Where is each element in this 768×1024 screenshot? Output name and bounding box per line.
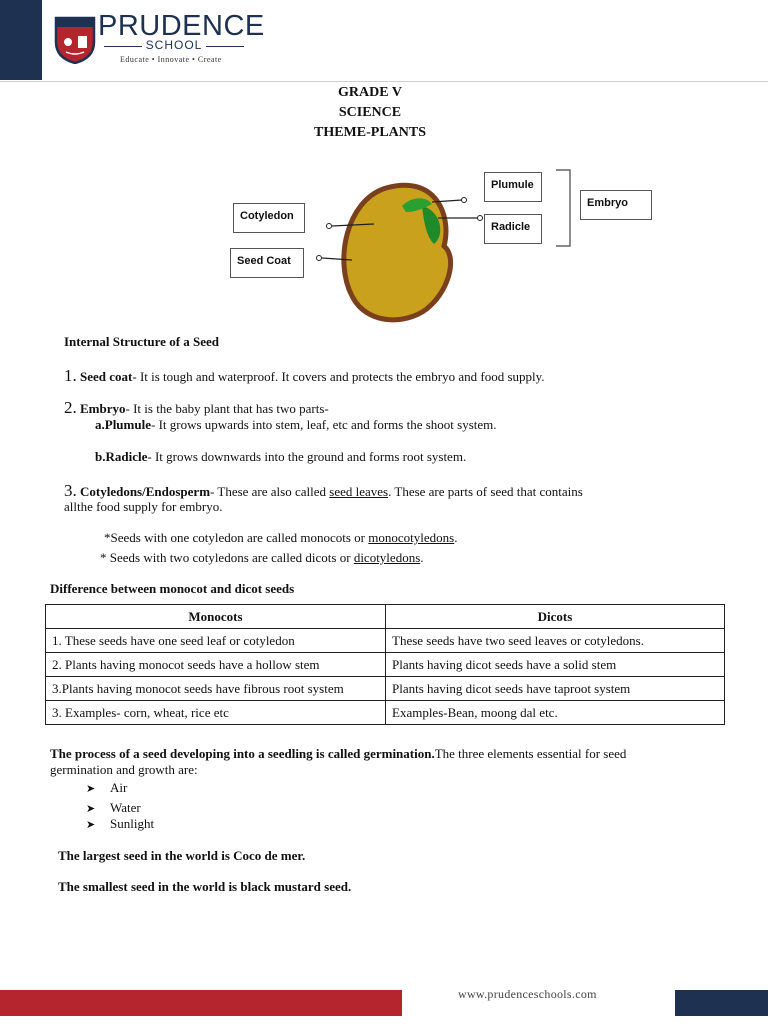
table-row — [46, 653, 725, 677]
plumule-label: Plumule — [484, 172, 542, 202]
list-item — [86, 816, 154, 832]
arrow-bullet-icon: ➤ — [86, 819, 96, 831]
seed-coat-label: Seed Coat — [230, 248, 304, 278]
cotyledons-term: Cotyledons/Endosperm — [80, 484, 211, 499]
dicot-note-text: * Seeds with two cotyledons are called dicots or — [100, 550, 354, 565]
cotyledons-line2: allthe food supply for embryo. — [64, 499, 223, 514]
footer-navy-bar — [675, 990, 768, 1016]
header-divider — [0, 81, 768, 82]
column-header: Monocots — [46, 605, 386, 629]
seed-coat-term: Seed coat — [80, 369, 133, 384]
footer-red-bar — [0, 990, 402, 1016]
table-cell: Examples-Bean, moong dal etc. — [386, 701, 725, 725]
radicle-text: - It grows downwards into the ground and forms root system. — [147, 449, 467, 464]
table-cell: 3. Examples- corn, wheat, rice etc — [46, 701, 386, 725]
embryo-label: Embryo — [580, 190, 652, 220]
dicot-note-end: . — [420, 550, 424, 565]
table-row — [46, 677, 725, 701]
subject-title: SCIENCE — [338, 105, 402, 120]
plumule-term: a.Plumule — [95, 417, 151, 432]
arrow-bullet-icon: ➤ — [86, 783, 96, 795]
column-header: Dicots — [386, 605, 725, 629]
table-row — [46, 629, 725, 653]
germination-line2: germination and growth are: — [50, 762, 198, 777]
seed-diagram — [226, 166, 666, 332]
dicotyledons-link[interactable]: dicotyledons — [353, 550, 421, 565]
table-cell: 1. These seeds have one seed leaf or cotyledon — [46, 629, 386, 653]
monocotyledons-link[interactable]: monocotyledons — [368, 530, 455, 545]
internal-structure-heading: Internal Structure of a Seed — [64, 334, 220, 349]
theme-title: THEME-PLANTS — [313, 125, 426, 140]
item-number: 1. — [64, 366, 77, 385]
list-item — [86, 780, 127, 796]
table-cell: These seeds have two seed leaves or cotyledons. — [386, 629, 725, 653]
radicle-label: Radicle — [484, 214, 542, 244]
table-header-row — [46, 605, 725, 629]
plumule-text: - It grows upwards into stem, leaf, etc and forms the shoot system. — [150, 417, 497, 432]
list-item-label: Water — [110, 800, 141, 815]
table-cell: Plants having dicot seeds have a solid stem — [386, 653, 725, 677]
monocot-note-end: . — [454, 530, 458, 545]
table-cell: Plants having dicot seeds have taproot system — [386, 677, 725, 701]
table-cell: 2. Plants having monocot seeds have a hollow stem — [46, 653, 386, 677]
embryo-text: - It is the baby plant that has two parts- — [125, 401, 329, 416]
cotyledons-item — [64, 481, 583, 501]
footer-website-link[interactable]: www.prudenceschools.com — [458, 987, 597, 1001]
school-crest-icon — [54, 16, 96, 64]
monocot-note-text: *Seeds with one cotyledon are called monocots or — [104, 530, 369, 545]
smallest-seed-fact: The smallest seed in the world is black mustard seed. — [58, 879, 352, 894]
arrow-bullet-icon: ➤ — [86, 803, 96, 815]
seed-coat-item — [64, 366, 545, 386]
radicle-item — [95, 449, 466, 465]
table-row — [46, 701, 725, 725]
radicle-term: b.Radicle — [95, 449, 148, 464]
germination-definition: The process of a seed developing into a seedling is called germination. — [50, 746, 435, 761]
item-number: 3. — [64, 481, 77, 500]
brand-tagline: Educate • Innovate • Create — [120, 55, 222, 64]
germination-paragraph — [50, 746, 626, 762]
cotyledon-label: Cotyledon — [233, 203, 305, 233]
seed-coat-text: - It is tough and waterproof. It covers and protects the embryo and food supply. — [132, 369, 545, 384]
header-corner-bar — [0, 0, 42, 80]
brand-name: PRUDENCE — [98, 10, 265, 42]
grade-title: GRADE V — [338, 85, 402, 100]
comparison-table — [45, 604, 725, 725]
list-item — [86, 800, 141, 816]
cotyledons-text: - These are also called — [210, 484, 330, 499]
item-number: 2. — [64, 398, 77, 417]
table-cell: 3.Plants having monocot seeds have fibrous root system — [46, 677, 386, 701]
dicot-note — [100, 550, 424, 566]
monocot-note — [104, 530, 457, 546]
embryo-term: Embryo — [80, 401, 126, 416]
school-logo — [54, 10, 265, 70]
list-item-label: Air — [110, 780, 128, 795]
difference-heading: Difference between monocot and dicot seeds — [50, 581, 295, 596]
embryo-item — [64, 398, 329, 418]
plumule-item — [95, 417, 497, 433]
brand-subtitle: SCHOOL — [102, 38, 246, 52]
list-item-label: Sunlight — [110, 816, 155, 831]
germination-text: The three elements essential for seed — [434, 746, 627, 761]
cotyledons-text-end: . These are parts of seed that contains — [388, 484, 583, 499]
seed-leaves-link[interactable]: seed leaves — [329, 484, 389, 499]
largest-seed-fact: The largest seed in the world is Coco de mer. — [58, 848, 306, 863]
